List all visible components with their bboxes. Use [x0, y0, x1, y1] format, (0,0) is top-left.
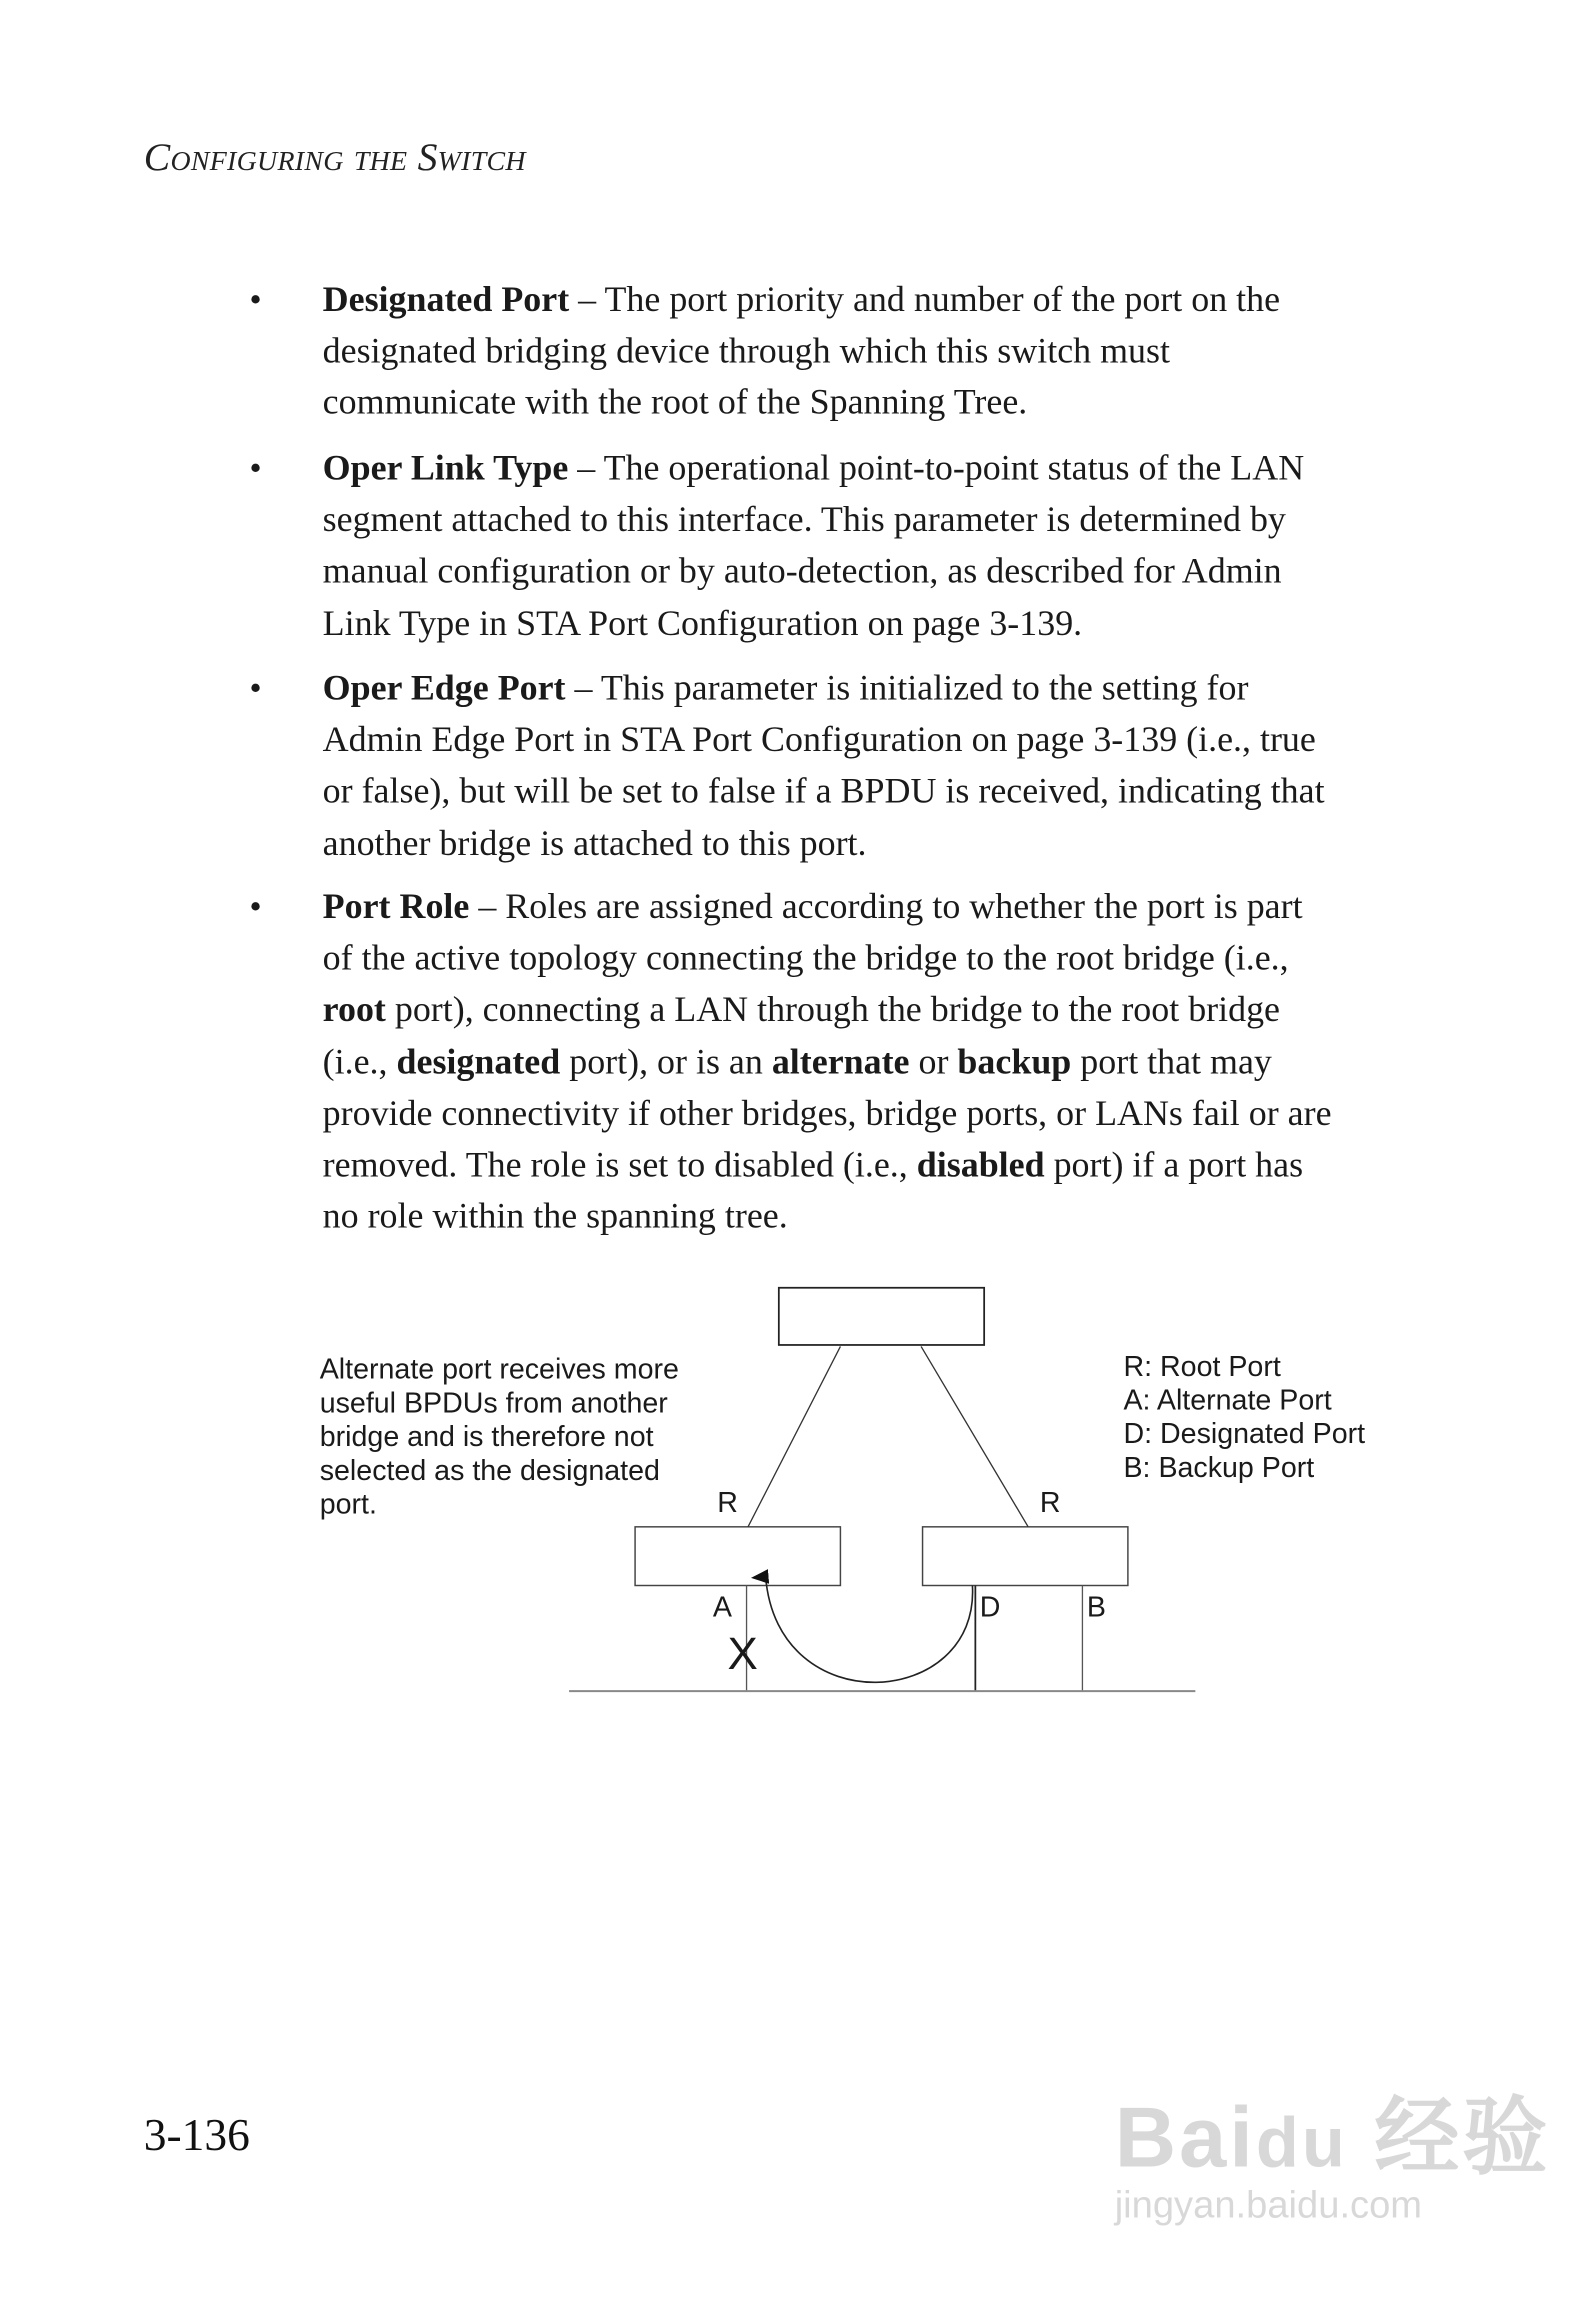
- note-line: bridge and is therefore not: [319, 1421, 654, 1454]
- legend-entry: R: Root Port: [1123, 1350, 1281, 1383]
- text-run: – The operational point-to-point status of the LAN: [568, 448, 1305, 489]
- text-run: provide connectivity if other bridges, bridge ports, or LANs fail or are: [322, 1093, 1332, 1134]
- text-run: designated bridging device through which this switch must: [322, 331, 1170, 372]
- label-alternate: A: [712, 1591, 732, 1624]
- legend-entry: A: Alternate Port: [1123, 1384, 1332, 1417]
- bold-term: Oper Edge Port: [322, 668, 566, 709]
- bold-term: Oper Link Type: [322, 448, 569, 489]
- text-run: no role within the spanning tree.: [322, 1197, 788, 1237]
- text-run: Link Type in STA Port Configuration on page 3-139.: [322, 603, 1083, 644]
- bpdu-arc-arrow: [766, 1577, 973, 1683]
- text-run: – The port priority and number of the port on the: [569, 280, 1281, 320]
- bold-term: Port Role: [322, 887, 470, 927]
- blocked-x-mark: X: [727, 1628, 758, 1680]
- label-backup: B: [1086, 1591, 1106, 1624]
- bold-term: disabled: [916, 1145, 1045, 1186]
- watermark-logo: Baidu 经验 jingyan.baidu.com: [1114, 2090, 1551, 2227]
- text-run: – Roles are assigned according to whether the port is part: [469, 887, 1303, 927]
- page-number: 3-136: [143, 2109, 250, 2161]
- text-run: of the active topology connecting the bridge to the root bridge (i.e.,: [322, 938, 1289, 979]
- right-root-link: [921, 1346, 1028, 1526]
- text-run: another bridge is attached to this port.: [322, 823, 867, 864]
- diagram-note: [320, 1354, 679, 1521]
- running-header: Configuring the Switch: [143, 134, 526, 179]
- bold-term: backup: [957, 1042, 1072, 1082]
- legend-entry: D: Designated Port: [1123, 1418, 1366, 1451]
- note-line: selected as the designated: [319, 1454, 660, 1487]
- note-line: useful BPDUs from another: [319, 1387, 668, 1420]
- text-run: – This parameter is initialized to the setting for: [565, 668, 1249, 709]
- bold-term: alternate: [771, 1042, 910, 1082]
- diagram-legend: [1123, 1351, 1365, 1484]
- bullet-marker: •: [249, 670, 262, 709]
- text-run: or false), but will be set to false if a BPDU is received, indicating that: [322, 772, 1325, 812]
- bullet-marker: •: [249, 281, 262, 320]
- bold-term: designated: [396, 1042, 561, 1082]
- root-bridge-box: [779, 1288, 984, 1345]
- legend-entry: B: Backup Port: [1123, 1451, 1315, 1484]
- left-bridge-box: [635, 1527, 840, 1586]
- right-bridge-box: [923, 1527, 1128, 1586]
- text-run: or: [909, 1042, 958, 1082]
- label-root-right: R: [1039, 1487, 1061, 1520]
- text-run: port) if a port has: [1044, 1145, 1304, 1186]
- bullet-marker: •: [249, 450, 262, 489]
- label-designated: D: [979, 1591, 1001, 1624]
- text-run: port that may: [1071, 1042, 1272, 1082]
- text-run: removed. The role is set to disabled (i.e.,: [322, 1145, 917, 1186]
- text-run: (i.e.,: [322, 1042, 397, 1082]
- label-root-left: R: [717, 1487, 738, 1520]
- note-line: Alternate port receives more: [319, 1353, 679, 1386]
- text-run: port), connecting a LAN through the bridge to the root bridge: [385, 990, 1281, 1031]
- text-run: Admin Edge Port in STA Port Configuration on page 3-139 (i.e., true: [322, 720, 1316, 761]
- bold-term: root: [322, 990, 386, 1031]
- bullet-marker: •: [249, 888, 262, 927]
- text-run: manual configuration or by auto-detection, as described for Admin: [322, 552, 1282, 592]
- text-run: segment attached to this interface. This parameter is determined by: [322, 500, 1286, 541]
- left-root-link: [748, 1346, 840, 1526]
- text-run: port), or is an: [560, 1042, 772, 1082]
- bold-term: Designated Port: [322, 280, 570, 320]
- note-line: port.: [319, 1488, 377, 1521]
- text-run: communicate with the root of the Spanning Tree.: [322, 383, 1028, 423]
